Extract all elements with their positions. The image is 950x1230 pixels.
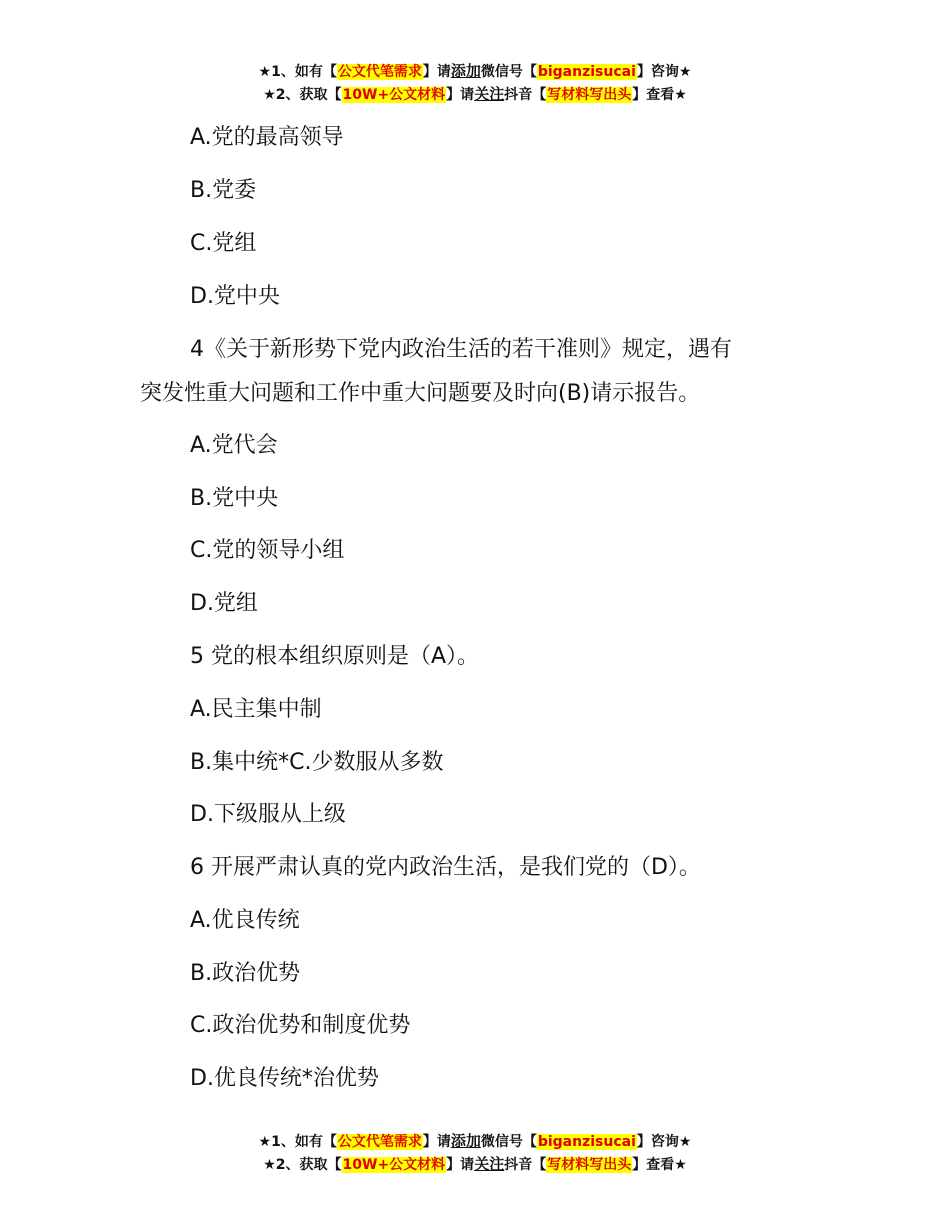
banner-highlight: 10W+公文材料 (342, 87, 446, 103)
banner-line-2 (0, 1153, 950, 1176)
banner-line-2 (0, 83, 950, 106)
option-item: D.优良传统*治优势 (190, 1066, 379, 1091)
banner-underline: 添加 (450, 1132, 481, 1150)
option-item: A.优良传统 (190, 908, 300, 933)
banner-highlight: 公文代笔需求 (337, 64, 422, 80)
option-item: B.党中央 (190, 486, 279, 511)
banner-wechat-id: biganzisucai (537, 64, 636, 80)
banner-text: ★1、如有【 (258, 64, 337, 80)
option-item: B.党委 (190, 178, 257, 203)
banner-text: 抖音【 (504, 1157, 547, 1173)
option-item: A.民主集中制 (190, 697, 322, 722)
banner-text: ★1、如有【 (258, 1134, 337, 1150)
banner-text: ★2、获取【 (263, 87, 342, 103)
question-4-continued: 突发性重大问题和工作中重大问题要及时向(B)请示报告。 (140, 381, 701, 406)
header-banner (0, 60, 950, 106)
option-item: A.党代会 (190, 433, 278, 458)
banner-highlight: 10W+公文材料 (342, 1157, 446, 1173)
banner-douyin-name: 写材料写出头 (547, 87, 632, 103)
banner-text: 微信号【 (480, 64, 537, 80)
banner-text: 】请 (446, 87, 475, 103)
banner-underline: 关注 (474, 1155, 505, 1173)
banner-text: 】查看★ (632, 1157, 687, 1173)
question-4: 4《关于新形势下党内政治生活的若干准则》规定，遇有 (190, 337, 732, 362)
banner-text: ★2、获取【 (263, 1157, 342, 1173)
option-item: D.党中央 (190, 284, 280, 309)
banner-douyin-name: 写材料写出头 (547, 1157, 632, 1173)
banner-line-1 (0, 1130, 950, 1153)
footer-banner (0, 1130, 950, 1176)
option-item: C.党组 (190, 231, 257, 256)
banner-text: 】请 (446, 1157, 475, 1173)
question-5: 5 党的根本组织原则是（A）。 (190, 644, 480, 669)
banner-text: 微信号【 (480, 1134, 537, 1150)
banner-text: 】请 (422, 1134, 451, 1150)
banner-highlight: 公文代笔需求 (337, 1134, 422, 1150)
banner-underline: 关注 (474, 85, 505, 103)
banner-text: 抖音【 (504, 87, 547, 103)
banner-text: 】咨询★ (636, 1134, 692, 1150)
question-6: 6 开展严肃认真的党内政治生活，是我们党的（D）。 (190, 855, 701, 880)
option-item: B.政治优势 (190, 961, 301, 986)
banner-line-1 (0, 60, 950, 83)
option-item: D.下级服从上级 (190, 802, 346, 827)
banner-text: 】咨询★ (636, 64, 692, 80)
banner-wechat-id: biganzisucai (537, 1134, 636, 1150)
option-item: B.集中统*C.少数服从多数 (190, 750, 444, 775)
option-item: C.党的领导小组 (190, 538, 345, 563)
option-item: C.政治优势和制度优势 (190, 1013, 411, 1038)
banner-text: 】请 (422, 64, 451, 80)
banner-text: 】查看★ (632, 87, 687, 103)
option-item: D.党组 (190, 591, 258, 616)
banner-underline: 添加 (450, 62, 481, 80)
option-item: A.党的最高领导 (190, 125, 344, 150)
